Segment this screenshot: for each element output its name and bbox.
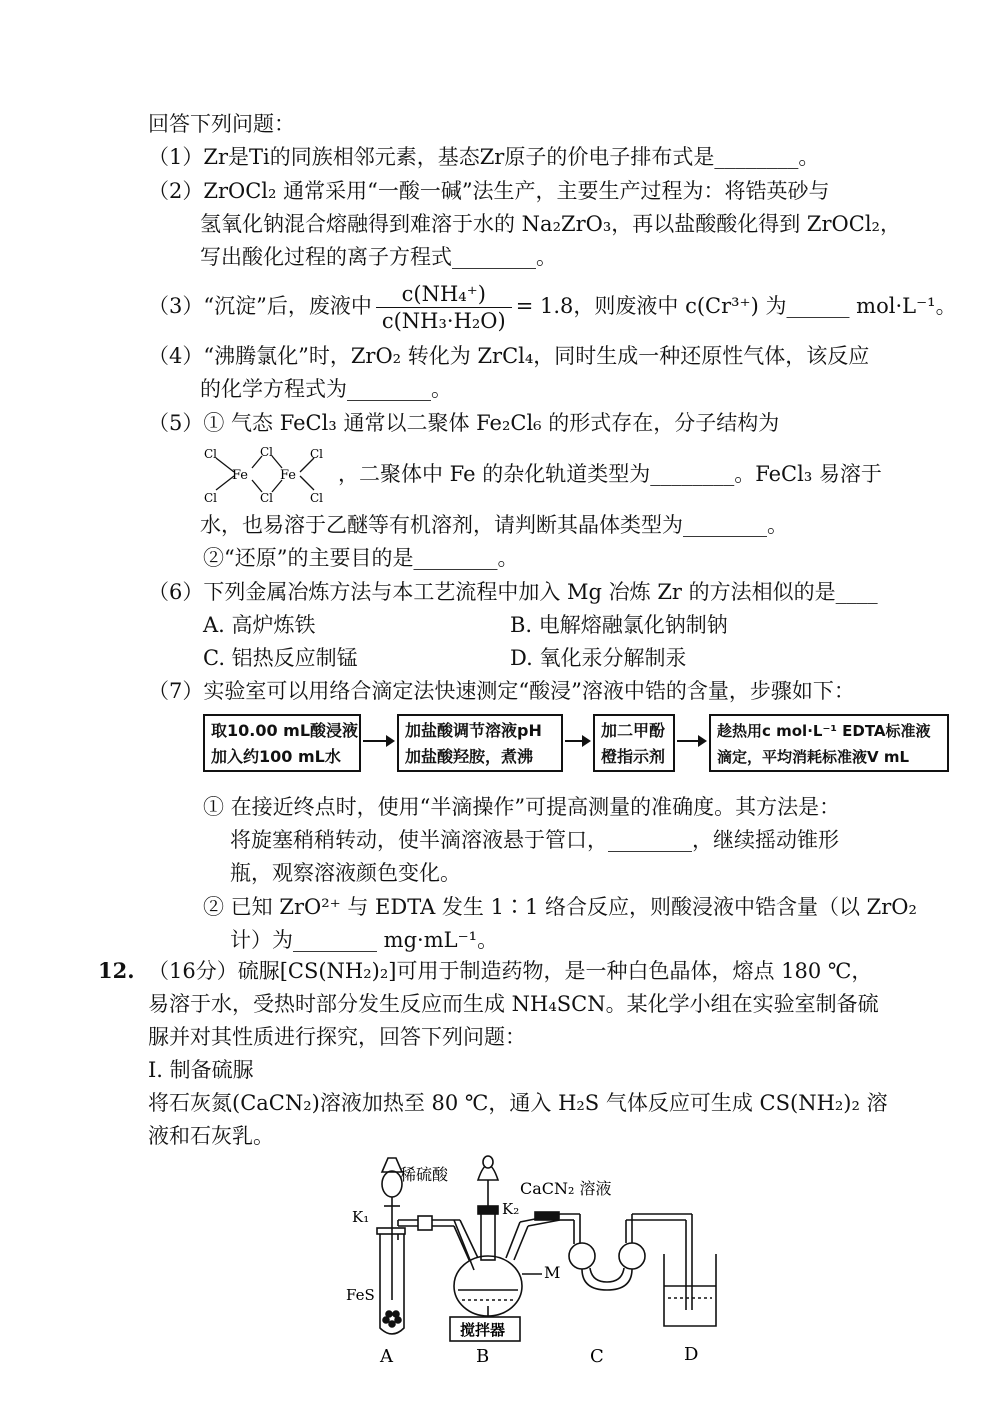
intro-text: 回答下列问题： (148, 112, 295, 136)
flow-arrow (565, 740, 589, 742)
fe2cl6-structure-diagram (200, 444, 335, 504)
valve-k2-label: K₂ (502, 1200, 520, 1218)
flow-step-3-line-2: 橙指示剂 (601, 747, 666, 766)
flow-step-2-line-1: 加盐酸调节溶液pH (405, 721, 542, 740)
question-5-line-3: 水，也易溶于乙醚等有机溶剂，请判断其晶体类型为________。 (200, 513, 788, 537)
question-5-line-1: （5）① 气态 FeCl₃ 通常以二聚体 Fe₂Cl₆ 的形式存在，分子结构为 (148, 411, 780, 435)
question-7-step-1-line-2: 将旋塞稍稍转动，使半滴溶液悬于管口，________，继续摇动锥形 (230, 828, 839, 852)
option-d: D. 氧化汞分解制汞 (510, 646, 687, 670)
question-12-paragraph-line-2: 液和石灰乳。 (148, 1124, 274, 1148)
question-5-line-4: ②“还原”的主要目的是________。 (203, 546, 519, 570)
flow-step-1-line-1: 取10.00 mL酸浸液 (211, 721, 359, 740)
question-12-line-1: （16分）硫脲[CS(NH₂)₂]可用于制造药物，是一种白色晶体，熔点 180 ℃， (148, 959, 873, 983)
titration-flowchart (203, 714, 953, 778)
flow-step-1 (203, 714, 361, 772)
question-3-suffix: = 1.8，则废液中 c(Cr³⁺) 为______ mol·L⁻¹。 (515, 294, 957, 318)
question-7-step-2-line-1: ② 已知 ZrO²⁺ 与 EDTA 发生 1∶1 络合反应，则酸浸液中锆含量（以 ZrO₂ (203, 895, 917, 919)
fraction-denominator: c(NH₃·H₂O) (381, 309, 506, 333)
cl-atom: Cl (260, 445, 274, 459)
fe-atom: Fe (232, 468, 249, 483)
flow-step-4 (709, 714, 949, 772)
flow-step-3-line-1: 加二甲酚 (601, 721, 666, 740)
flow-arrow (677, 740, 705, 742)
dilute-sulfuric-acid-label: 稀硫酸 (400, 1165, 449, 1184)
section-heading: I. 制备硫脲 (148, 1058, 254, 1082)
apparatus-label-c: C (590, 1346, 604, 1367)
fraction-numerator: c(NH₄⁺) (376, 281, 512, 308)
cacn2-solution-label: CaCN₂ 溶液 (520, 1179, 612, 1198)
cl-atom: Cl (310, 491, 324, 504)
question-7-step-1-line-1: ① 在接近终点时，使用“半滴操作”可提高测量的准确度。其方法是： (203, 795, 841, 819)
fe-atom: Fe (280, 468, 297, 483)
apparatus-label-d: D (684, 1344, 699, 1365)
cl-atom: Cl (204, 491, 218, 504)
cl-atom: Cl (204, 447, 218, 461)
question-7-step-2-line-2: 计）为________ mg·mL⁻¹。 (230, 928, 499, 952)
question-2-line-1: （2）ZrOCl₂ 通常采用“一酸一碱”法生产，主要生产过程为：将锆英砂与 (148, 179, 830, 203)
question-3-prefix: （3）“沉淀”后，废液中 (148, 294, 372, 318)
question-12-paragraph-line-1: 将石灰氮(CaCN₂)溶液加热至 80 ℃，通入 H₂S 气体反应可生成 CS(NH₂)₂ 溶 (148, 1091, 888, 1115)
question-12-line-3: 脲并对其性质进行探究，回答下列问题： (148, 1025, 526, 1049)
stirrer-label: 搅拌器 (460, 1321, 506, 1339)
question-1: （1）Zr是Ti的同族相邻元素，基态Zr原子的价电子排布式是________。 (148, 145, 820, 169)
cl-atom: Cl (260, 491, 274, 504)
option-c: C. 铝热反应制锰 (203, 646, 358, 670)
valve-k1-label: K₁ (352, 1208, 370, 1226)
flow-step-4-line-2: 滴定，平均消耗标准液V mL (717, 748, 910, 766)
question-4-line-1: （4）“沸腾氯化”时，ZrO₂ 转化为 ZrCl₄，同时生成一种还原性气体，该反应 (148, 344, 870, 368)
question-3 (148, 276, 957, 336)
question-7-line-1: （7）实验室可以用络合滴定法快速测定“酸浸”溶液中锆的含量，步骤如下： (148, 679, 855, 703)
flask-m-label: M (544, 1263, 561, 1282)
ammonium-ratio-fraction (376, 281, 512, 334)
question-12-number: 12. (98, 958, 135, 983)
question-7-step-1-line-3: 瓶，观察溶液颜色变化。 (230, 861, 461, 885)
question-6-line-1: （6）下列金属冶炼方法与本工艺流程中加入 Mg 冶炼 Zr 的方法相似的是____ (148, 580, 878, 604)
option-b: B. 电解熔融氯化钠制钠 (510, 613, 728, 637)
flow-step-1-line-2: 加入约100 mL水 (211, 747, 341, 766)
apparatus-diagram (330, 1150, 750, 1370)
flow-step-2-line-2: 加盐酸羟胺，煮沸 (405, 747, 534, 766)
question-4-line-2: 的化学方程式为________。 (200, 377, 452, 401)
flow-step-2 (397, 714, 563, 772)
question-12-line-2: 易溶于水，受热时部分发生反应而生成 NH₄SCN。某化学小组在实验室制备硫 (148, 992, 879, 1016)
flow-step-4-line-1: 趁热用c mol·L⁻¹ EDTA标准液 (717, 722, 931, 740)
flow-arrow (363, 740, 393, 742)
flow-step-3 (593, 714, 675, 772)
question-2-line-2: 氢氧化钠混合熔融得到难溶于水的 Na₂ZrO₃，再以盐酸酸化得到 ZrOCl₂， (200, 212, 901, 236)
apparatus-label-a: A (380, 1346, 393, 1367)
option-a: A. 高炉炼铁 (203, 613, 316, 637)
fes-label: FeS (346, 1286, 375, 1304)
question-2-line-3: 写出酸化过程的离子方程式________。 (200, 245, 557, 269)
apparatus-label-b: B (476, 1346, 490, 1367)
cl-atom: Cl (310, 447, 324, 461)
question-5-line-2: ，二聚体中 Fe 的杂化轨道类型为________。FeCl₃ 易溶于 (338, 462, 882, 486)
